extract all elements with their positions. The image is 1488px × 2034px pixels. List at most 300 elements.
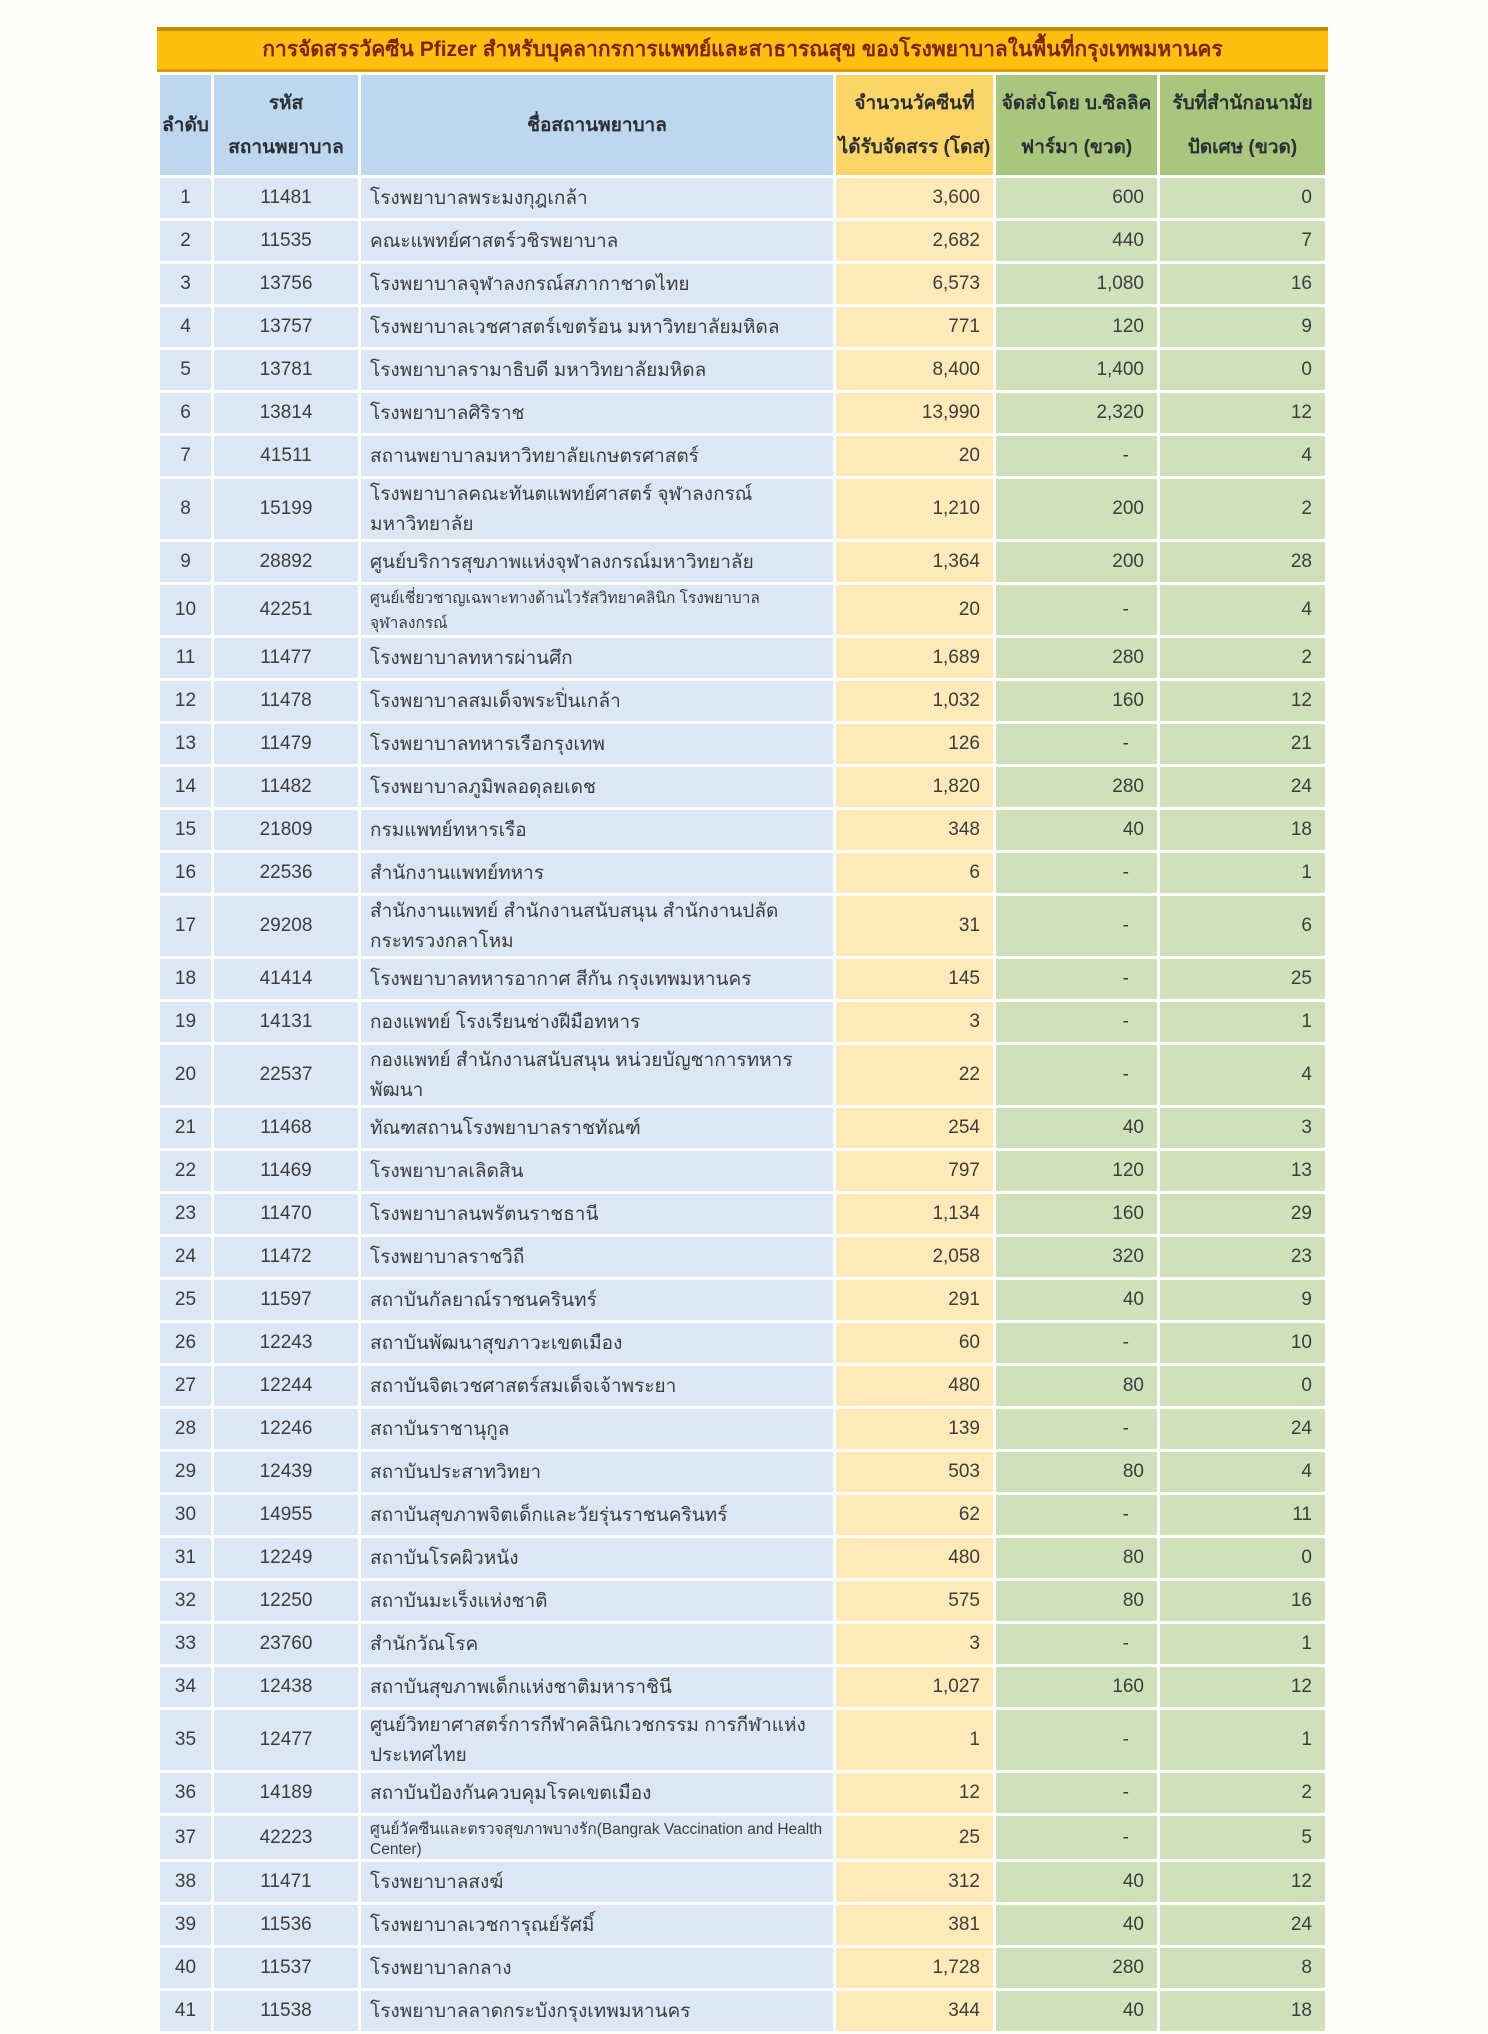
table-row — [160, 1280, 1325, 1320]
row-delivery-cell: 280 — [996, 1948, 1157, 1988]
row-order-cell: 18 — [160, 959, 211, 999]
row-delivery-cell: - — [996, 1816, 1157, 1859]
row-delivery-cell: 80 — [996, 1366, 1157, 1406]
row-pickup-cell: 28 — [1160, 542, 1325, 582]
row-doses-cell: 13,990 — [836, 393, 993, 433]
row-code-cell: 11536 — [214, 1905, 358, 1945]
row-delivery-cell: 160 — [996, 1667, 1157, 1707]
row-doses-cell: 344 — [836, 1991, 993, 2031]
row-code-cell: 11470 — [214, 1194, 358, 1234]
row-order-cell: 9 — [160, 542, 211, 582]
row-code-cell: 23760 — [214, 1624, 358, 1664]
table-row — [160, 1366, 1325, 1406]
row-name-cell: สถาบันจิตเวชศาสตร์สมเด็จเจ้าพระยา — [361, 1366, 833, 1406]
row-doses-cell: 3 — [836, 1624, 993, 1664]
row-name-cell: กรมแพทย์ทหารเรือ — [361, 810, 833, 850]
row-code-cell: 13757 — [214, 307, 358, 347]
row-delivery-cell: - — [996, 1323, 1157, 1363]
row-order-cell: 10 — [160, 585, 211, 635]
row-order-cell: 37 — [160, 1816, 211, 1859]
table-row — [160, 585, 1325, 635]
col-header-order — [160, 75, 211, 175]
row-delivery-cell: 120 — [996, 1151, 1157, 1191]
row-name-cell: ทัณฑสถานโรงพยาบาลราชทัณฑ์ — [361, 1108, 833, 1148]
table-row — [160, 178, 1325, 218]
col-header-delivery-line1: จัดส่งโดย บ.ซิลลิค — [1001, 93, 1152, 115]
row-order-cell: 29 — [160, 1452, 211, 1492]
table-row — [160, 221, 1325, 261]
row-order-cell: 11 — [160, 638, 211, 678]
row-pickup-cell: 23 — [1160, 1237, 1325, 1277]
row-pickup-cell: 11 — [1160, 1495, 1325, 1535]
row-code-cell: 11478 — [214, 681, 358, 721]
row-name-cell: สถาบันโรคผิวหนัง — [361, 1538, 833, 1578]
row-pickup-cell: 0 — [1160, 350, 1325, 390]
table-row — [160, 1409, 1325, 1449]
row-order-cell: 23 — [160, 1194, 211, 1234]
row-doses-cell: 1 — [836, 1710, 993, 1770]
row-name-cell: ศูนย์วัคซีนและตรวจสุขภาพบางรัก(Bangrak Vaccination and Health Center) — [361, 1816, 833, 1859]
row-pickup-cell: 12 — [1160, 393, 1325, 433]
row-name-cell: โรงพยาบาลจุฬาลงกรณ์สภากาชาดไทย — [361, 264, 833, 304]
row-code-cell: 11481 — [214, 178, 358, 218]
row-name-cell: โรงพยาบาลเวชศาสตร์เขตร้อน มหาวิทยาลัยมหิดล — [361, 307, 833, 347]
row-code-cell: 29208 — [214, 896, 358, 956]
row-pickup-cell: 24 — [1160, 1905, 1325, 1945]
row-doses-cell: 3,600 — [836, 178, 993, 218]
row-name-cell: สถาบันสุขภาพจิตเด็กและวัยรุ่นราชนครินทร์ — [361, 1495, 833, 1535]
row-doses-cell: 575 — [836, 1581, 993, 1621]
row-delivery-cell: 200 — [996, 542, 1157, 582]
row-code-cell: 11479 — [214, 724, 358, 764]
row-name-cell: สำนักงานแพทย์ สำนักงานสนับสนุน สำนักงานปลัดกระทรวงกลาโหม — [361, 896, 833, 956]
col-header-doses-line1: จำนวนวัคซีนที่ — [854, 93, 975, 115]
table-row — [160, 1151, 1325, 1191]
row-name-cell: โรงพยาบาลกลาง — [361, 1948, 833, 1988]
row-order-cell: 20 — [160, 1045, 211, 1105]
row-name-cell: สำนักงานแพทย์ทหาร — [361, 853, 833, 893]
row-delivery-cell: 40 — [996, 810, 1157, 850]
table-row — [160, 1495, 1325, 1535]
row-name-cell: สถาบันประสาทวิทยา — [361, 1452, 833, 1492]
table-row — [160, 1905, 1325, 1945]
row-pickup-cell: 1 — [1160, 1710, 1325, 1770]
row-code-cell: 12246 — [214, 1409, 358, 1449]
row-order-cell: 33 — [160, 1624, 211, 1664]
row-code-cell: 42223 — [214, 1816, 358, 1859]
table-row — [160, 1538, 1325, 1578]
row-order-cell: 40 — [160, 1948, 211, 1988]
table-body — [160, 178, 1325, 2031]
row-delivery-cell: 280 — [996, 638, 1157, 678]
table-row — [160, 436, 1325, 476]
row-order-cell: 36 — [160, 1773, 211, 1813]
row-order-cell: 24 — [160, 1237, 211, 1277]
row-name-cell: สำนักวัณโรค — [361, 1624, 833, 1664]
table-row — [160, 1710, 1325, 1770]
row-order-cell: 5 — [160, 350, 211, 390]
row-code-cell: 11469 — [214, 1151, 358, 1191]
row-code-cell: 14955 — [214, 1495, 358, 1535]
row-code-cell: 14131 — [214, 1002, 358, 1042]
row-doses-cell: 1,364 — [836, 542, 993, 582]
col-header-doses — [836, 75, 993, 175]
row-doses-cell: 25 — [836, 1816, 993, 1859]
row-doses-cell: 6 — [836, 853, 993, 893]
row-code-cell: 28892 — [214, 542, 358, 582]
row-code-cell: 13756 — [214, 264, 358, 304]
row-order-cell: 39 — [160, 1905, 211, 1945]
row-pickup-cell: 8 — [1160, 1948, 1325, 1988]
row-order-cell: 1 — [160, 178, 211, 218]
col-header-name-label: ชื่อสถานพยาบาล — [527, 115, 667, 136]
row-delivery-cell: - — [996, 896, 1157, 956]
row-name-cell: สถาบันพัฒนาสุขภาวะเขตเมือง — [361, 1323, 833, 1363]
row-name-cell: สถาบันราชานุกูล — [361, 1409, 833, 1449]
table-row — [160, 810, 1325, 850]
row-doses-cell: 145 — [836, 959, 993, 999]
row-order-cell: 38 — [160, 1862, 211, 1902]
row-doses-cell: 503 — [836, 1452, 993, 1492]
row-name-cell: โรงพยาบาลนพรัตนราชธานี — [361, 1194, 833, 1234]
row-pickup-cell: 7 — [1160, 221, 1325, 261]
row-order-cell: 2 — [160, 221, 211, 261]
row-pickup-cell: 1 — [1160, 1624, 1325, 1664]
row-pickup-cell: 10 — [1160, 1323, 1325, 1363]
row-order-cell: 12 — [160, 681, 211, 721]
row-delivery-cell: 1,080 — [996, 264, 1157, 304]
table-row — [160, 1108, 1325, 1148]
row-pickup-cell: 4 — [1160, 1452, 1325, 1492]
row-order-cell: 3 — [160, 264, 211, 304]
row-delivery-cell: 280 — [996, 767, 1157, 807]
table-row — [160, 542, 1325, 582]
row-order-cell: 31 — [160, 1538, 211, 1578]
row-code-cell: 11477 — [214, 638, 358, 678]
row-pickup-cell: 21 — [1160, 724, 1325, 764]
col-header-pickup-line1: รับที่สำนักอนามัย — [1172, 93, 1313, 115]
col-header-order-label: ลำดับ — [162, 115, 209, 136]
row-code-cell: 41511 — [214, 436, 358, 476]
row-order-cell: 34 — [160, 1667, 211, 1707]
row-order-cell: 8 — [160, 479, 211, 539]
row-pickup-cell: 18 — [1160, 1991, 1325, 2031]
row-delivery-cell: 120 — [996, 307, 1157, 347]
row-pickup-cell: 29 — [1160, 1194, 1325, 1234]
row-delivery-cell: 80 — [996, 1452, 1157, 1492]
row-code-cell: 12438 — [214, 1667, 358, 1707]
row-doses-cell: 31 — [836, 896, 993, 956]
col-header-name — [361, 75, 833, 175]
row-order-cell: 32 — [160, 1581, 211, 1621]
table-row — [160, 853, 1325, 893]
allocation-table — [157, 72, 1328, 2034]
row-doses-cell: 771 — [836, 307, 993, 347]
table-row — [160, 1452, 1325, 1492]
row-name-cell: โรงพยาบาลคณะทันตแพทย์ศาสตร์ จุฬาลงกรณ์มหาวิทยาลัย — [361, 479, 833, 539]
row-delivery-cell: 40 — [996, 1905, 1157, 1945]
row-code-cell: 22537 — [214, 1045, 358, 1105]
row-name-cell: โรงพยาบาลราชวิถี — [361, 1237, 833, 1277]
table-header — [160, 75, 1325, 175]
row-delivery-cell: 160 — [996, 681, 1157, 721]
row-pickup-cell: 0 — [1160, 1538, 1325, 1578]
row-name-cell: โรงพยาบาลภูมิพลอดุลยเดช — [361, 767, 833, 807]
row-delivery-cell: 440 — [996, 221, 1157, 261]
table-row — [160, 1667, 1325, 1707]
row-delivery-cell: 160 — [996, 1194, 1157, 1234]
table-row — [160, 767, 1325, 807]
row-pickup-cell: 13 — [1160, 1151, 1325, 1191]
row-order-cell: 7 — [160, 436, 211, 476]
table-row — [160, 1237, 1325, 1277]
row-delivery-cell: - — [996, 585, 1157, 635]
row-doses-cell: 797 — [836, 1151, 993, 1191]
row-order-cell: 13 — [160, 724, 211, 764]
row-delivery-cell: 80 — [996, 1538, 1157, 1578]
table-row — [160, 479, 1325, 539]
col-header-pickup — [1160, 75, 1325, 175]
row-name-cell: โรงพยาบาลสงฆ์ — [361, 1862, 833, 1902]
row-delivery-cell: - — [996, 724, 1157, 764]
row-name-cell: โรงพยาบาลสมเด็จพระปิ่นเกล้า — [361, 681, 833, 721]
row-name-cell: โรงพยาบาลลาดกระบังกรุงเทพมหานคร — [361, 1991, 833, 2031]
row-pickup-cell: 25 — [1160, 959, 1325, 999]
row-code-cell: 15199 — [214, 479, 358, 539]
row-order-cell: 16 — [160, 853, 211, 893]
row-delivery-cell: - — [996, 1710, 1157, 1770]
row-doses-cell: 126 — [836, 724, 993, 764]
row-pickup-cell: 2 — [1160, 638, 1325, 678]
row-order-cell: 21 — [160, 1108, 211, 1148]
row-order-cell: 30 — [160, 1495, 211, 1535]
table-title: การจัดสรรวัคซีน Pfizer สำหรับบุคลากรการแพทย์และสาธารณสุข ของโรงพยาบาลในพื้นที่กรุงเทพมหานคร — [157, 27, 1328, 72]
row-name-cell: โรงพยาบาลเวชการุณย์รัศมิ์ — [361, 1905, 833, 1945]
row-name-cell: โรงพยาบาลศิริราช — [361, 393, 833, 433]
row-delivery-cell: - — [996, 436, 1157, 476]
row-delivery-cell: 200 — [996, 479, 1157, 539]
row-name-cell: ศูนย์วิทยาศาสตร์การกีฬาคลินิกเวชกรรม การกีฬาแห่งประเทศไทย — [361, 1710, 833, 1770]
row-delivery-cell: - — [996, 1002, 1157, 1042]
row-order-cell: 19 — [160, 1002, 211, 1042]
row-doses-cell: 6,573 — [836, 264, 993, 304]
row-delivery-cell: 600 — [996, 178, 1157, 218]
row-pickup-cell: 0 — [1160, 1366, 1325, 1406]
row-code-cell: 41414 — [214, 959, 358, 999]
row-delivery-cell: 80 — [996, 1581, 1157, 1621]
row-delivery-cell: - — [996, 1409, 1157, 1449]
row-name-cell: โรงพยาบาลรามาธิบดี มหาวิทยาลัยมหิดล — [361, 350, 833, 390]
row-order-cell: 14 — [160, 767, 211, 807]
row-code-cell: 12249 — [214, 1538, 358, 1578]
table-row — [160, 264, 1325, 304]
row-doses-cell: 1,032 — [836, 681, 993, 721]
row-doses-cell: 1,027 — [836, 1667, 993, 1707]
row-pickup-cell: 1 — [1160, 1002, 1325, 1042]
row-pickup-cell: 24 — [1160, 1409, 1325, 1449]
table-row — [160, 681, 1325, 721]
row-doses-cell: 12 — [836, 1773, 993, 1813]
row-order-cell: 28 — [160, 1409, 211, 1449]
row-code-cell: 13781 — [214, 350, 358, 390]
row-code-cell: 21809 — [214, 810, 358, 850]
table-row — [160, 1002, 1325, 1042]
row-order-cell: 15 — [160, 810, 211, 850]
row-name-cell: กองแพทย์ โรงเรียนช่างฝีมือทหาร — [361, 1002, 833, 1042]
row-name-cell: โรงพยาบาลพระมงกุฎเกล้า — [361, 178, 833, 218]
header-row — [160, 75, 1325, 175]
row-order-cell: 27 — [160, 1366, 211, 1406]
row-order-cell: 25 — [160, 1280, 211, 1320]
row-code-cell: 11471 — [214, 1862, 358, 1902]
table-row — [160, 1323, 1325, 1363]
col-header-code-line2: สถานพยาบาล — [228, 136, 344, 158]
row-doses-cell: 8,400 — [836, 350, 993, 390]
table-row — [160, 1624, 1325, 1664]
row-delivery-cell: 2,320 — [996, 393, 1157, 433]
row-code-cell: 12244 — [214, 1366, 358, 1406]
table-row — [160, 1862, 1325, 1902]
row-name-cell: โรงพยาบาลเลิดสิน — [361, 1151, 833, 1191]
row-name-cell: กองแพทย์ สำนักงานสนับสนุน หน่วยบัญชาการทหารพัฒนา — [361, 1045, 833, 1105]
table-row — [160, 1773, 1325, 1813]
row-pickup-cell: 2 — [1160, 479, 1325, 539]
row-name-cell: สถาบันสุขภาพเด็กแห่งชาติมหาราชินี — [361, 1667, 833, 1707]
row-pickup-cell: 4 — [1160, 436, 1325, 476]
row-pickup-cell: 18 — [1160, 810, 1325, 850]
row-doses-cell: 381 — [836, 1905, 993, 1945]
row-name-cell: คณะแพทย์ศาสตร์วชิรพยาบาล — [361, 221, 833, 261]
row-pickup-cell: 9 — [1160, 1280, 1325, 1320]
row-delivery-cell: 40 — [996, 1862, 1157, 1902]
row-name-cell: โรงพยาบาลทหารผ่านศึก — [361, 638, 833, 678]
row-code-cell: 12477 — [214, 1710, 358, 1770]
row-delivery-cell: 40 — [996, 1280, 1157, 1320]
col-header-delivery-line2: ฟาร์มา (ขวด) — [1020, 136, 1133, 158]
row-name-cell: สถาบันกัลยาณ์ราชนครินทร์ — [361, 1280, 833, 1320]
row-code-cell: 14189 — [214, 1773, 358, 1813]
row-doses-cell: 1,210 — [836, 479, 993, 539]
row-delivery-cell: 40 — [996, 1991, 1157, 2031]
row-doses-cell: 20 — [836, 436, 993, 476]
row-code-cell: 11597 — [214, 1280, 358, 1320]
row-pickup-cell: 9 — [1160, 307, 1325, 347]
row-doses-cell: 20 — [836, 585, 993, 635]
table-row — [160, 1194, 1325, 1234]
row-pickup-cell: 2 — [1160, 1773, 1325, 1813]
row-pickup-cell: 0 — [1160, 178, 1325, 218]
table-row — [160, 350, 1325, 390]
row-order-cell: 26 — [160, 1323, 211, 1363]
row-name-cell: ศูนย์เชี่ยวชาญเฉพาะทางด้านไวรัสวิทยาคลินิก โรงพยาบาลจุฬาลงกรณ์ — [361, 585, 833, 635]
col-header-code-line1: รหัส — [268, 93, 304, 115]
col-header-pickup-line2: ปัดเศษ (ขวด) — [1187, 136, 1298, 158]
row-pickup-cell: 24 — [1160, 767, 1325, 807]
table-row — [160, 1991, 1325, 2031]
row-code-cell: 11537 — [214, 1948, 358, 1988]
vaccine-allocation-sheet — [157, 27, 1328, 2034]
row-name-cell: โรงพยาบาลทหารเรือกรุงเทพ — [361, 724, 833, 764]
row-delivery-cell: - — [996, 959, 1157, 999]
row-name-cell: สถาบันมะเร็งแห่งชาติ — [361, 1581, 833, 1621]
table-row — [160, 896, 1325, 956]
row-code-cell: 12250 — [214, 1581, 358, 1621]
table-row — [160, 1581, 1325, 1621]
row-delivery-cell: - — [996, 1045, 1157, 1105]
row-pickup-cell: 5 — [1160, 1816, 1325, 1859]
table-row — [160, 1948, 1325, 1988]
row-code-cell: 11468 — [214, 1108, 358, 1148]
row-delivery-cell: - — [996, 853, 1157, 893]
row-code-cell: 42251 — [214, 585, 358, 635]
row-pickup-cell: 12 — [1160, 681, 1325, 721]
row-doses-cell: 312 — [836, 1862, 993, 1902]
row-code-cell: 11538 — [214, 1991, 358, 2031]
row-code-cell: 12439 — [214, 1452, 358, 1492]
row-order-cell: 41 — [160, 1991, 211, 2031]
col-header-code — [214, 75, 358, 175]
row-code-cell: 11472 — [214, 1237, 358, 1277]
row-pickup-cell: 4 — [1160, 585, 1325, 635]
table-row — [160, 1816, 1325, 1859]
row-code-cell: 11482 — [214, 767, 358, 807]
row-name-cell: โรงพยาบาลทหารอากาศ สีกัน กรุงเทพมหานคร — [361, 959, 833, 999]
row-name-cell: ศูนย์บริการสุขภาพแห่งจุฬาลงกรณ์มหาวิทยาลัย — [361, 542, 833, 582]
row-order-cell: 35 — [160, 1710, 211, 1770]
row-pickup-cell: 4 — [1160, 1045, 1325, 1105]
col-header-delivery — [996, 75, 1157, 175]
row-order-cell: 17 — [160, 896, 211, 956]
row-name-cell: สถานพยาบาลมหาวิทยาลัยเกษตรศาสตร์ — [361, 436, 833, 476]
col-header-doses-line2: ได้รับจัดสรร (โดส) — [838, 136, 991, 158]
row-code-cell: 11535 — [214, 221, 358, 261]
row-doses-cell: 139 — [836, 1409, 993, 1449]
row-doses-cell: 3 — [836, 1002, 993, 1042]
table-row — [160, 1045, 1325, 1105]
row-delivery-cell: - — [996, 1495, 1157, 1535]
row-order-cell: 6 — [160, 393, 211, 433]
table-row — [160, 959, 1325, 999]
row-delivery-cell: - — [996, 1624, 1157, 1664]
row-doses-cell: 1,134 — [836, 1194, 993, 1234]
row-delivery-cell: 40 — [996, 1108, 1157, 1148]
table-row — [160, 307, 1325, 347]
row-doses-cell: 2,058 — [836, 1237, 993, 1277]
row-doses-cell: 22 — [836, 1045, 993, 1105]
row-doses-cell: 480 — [836, 1366, 993, 1406]
row-delivery-cell: - — [996, 1773, 1157, 1813]
row-doses-cell: 2,682 — [836, 221, 993, 261]
row-doses-cell: 348 — [836, 810, 993, 850]
row-pickup-cell: 16 — [1160, 1581, 1325, 1621]
table-row — [160, 724, 1325, 764]
row-order-cell: 22 — [160, 1151, 211, 1191]
row-pickup-cell: 1 — [1160, 853, 1325, 893]
row-pickup-cell: 3 — [1160, 1108, 1325, 1148]
row-doses-cell: 62 — [836, 1495, 993, 1535]
row-pickup-cell: 6 — [1160, 896, 1325, 956]
row-name-cell: สถาบันป้องกันควบคุมโรคเขตเมือง — [361, 1773, 833, 1813]
row-pickup-cell: 12 — [1160, 1862, 1325, 1902]
row-doses-cell: 1,689 — [836, 638, 993, 678]
row-doses-cell: 291 — [836, 1280, 993, 1320]
row-code-cell: 22536 — [214, 853, 358, 893]
row-pickup-cell: 12 — [1160, 1667, 1325, 1707]
row-delivery-cell: 320 — [996, 1237, 1157, 1277]
row-doses-cell: 1,820 — [836, 767, 993, 807]
row-doses-cell: 254 — [836, 1108, 993, 1148]
row-code-cell: 13814 — [214, 393, 358, 433]
